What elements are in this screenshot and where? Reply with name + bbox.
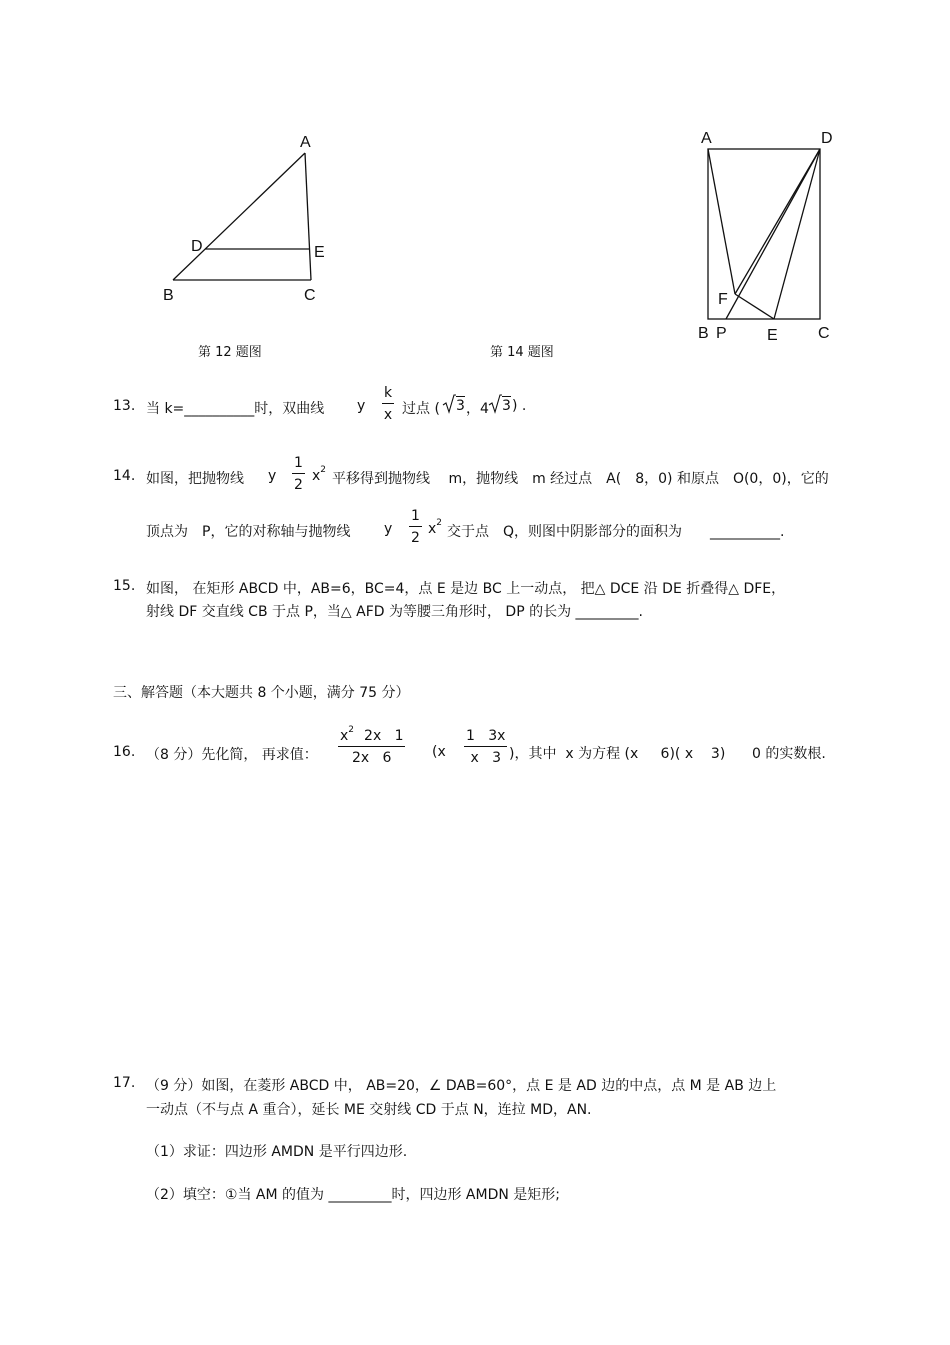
q16-text-1: （8 分）先化简， 再求值： (146, 747, 318, 763)
q13-text-2: 过点 ( (402, 401, 440, 417)
q14-exp: 2 (320, 465, 327, 475)
q14-y-2: y (384, 521, 393, 537)
q13-text-3: ) . (512, 398, 527, 414)
q16-frac1-num (338, 725, 405, 747)
q14-y: y (268, 468, 277, 484)
label-a: A (300, 134, 311, 151)
q13-number: 13. (113, 398, 136, 414)
q17-part-1: （1）求证：四边形 AMDN 是平行四边形. (146, 1144, 408, 1160)
q13-text-1: 当 k=__________时，双曲线 (146, 401, 325, 417)
q14-frac-den: 2 (294, 477, 303, 493)
label-c: C (304, 287, 316, 304)
q17-line-1: （9 分）如图，在菱形 ABCD 中， AB=20，∠ DAB=60°，点 E 是 AD 边的中点，点 M 是 AB 边上 (146, 1078, 777, 1094)
label-f: F (718, 291, 728, 308)
q15-number: 15. (113, 578, 136, 594)
label-e: E (767, 327, 778, 344)
q14-fraction-2 (409, 508, 422, 546)
label-d: D (191, 238, 203, 255)
label-b: B (698, 325, 709, 342)
figure-14-caption: 第 14 题图 (490, 345, 554, 360)
q16-frac1-rest: 2x 1 (364, 728, 404, 744)
segment-ac (305, 153, 311, 280)
q14-line2-b: 交于点 Q，则图中阴影部分的面积为 __________. (447, 524, 785, 540)
q15-line-2: 射线 DF 交直线 CB 于点 P，当△ AFD 为等腰三角形时， DP 的长为 _________. (146, 604, 644, 620)
label-d: D (821, 130, 833, 147)
figure-14-rectangle (690, 122, 850, 347)
segment-dp (726, 149, 820, 319)
q14-x (312, 465, 327, 484)
q17-part-2: （2）填空：①当 AM 的值为 _________时，四边形 AMDN 是矩形; (146, 1187, 560, 1203)
label-e: E (314, 244, 325, 261)
q16-fraction-1 (338, 725, 405, 766)
q14-line2-a: 顶点为 P，它的对称轴与抛物线 (146, 524, 351, 540)
label-p: P (716, 325, 727, 342)
q13-frac-den: x (383, 407, 393, 423)
segment-af (708, 149, 735, 294)
q14-line1-b: 平移得到抛物线 m，抛物线 m 经过点 A( 8，0) 和原点 O(0，0)，它的 (332, 471, 829, 487)
q14-frac-num: 1 (292, 455, 305, 474)
q16-text-2: )，其中 x 为方程 (x 6)( x 3) 0 的实数根. (509, 746, 826, 762)
q13-radicand-2: 3 (502, 398, 511, 414)
label-b: B (163, 287, 174, 304)
q14-x-var: x (312, 468, 321, 484)
q16-fraction-2 (464, 728, 507, 766)
q13-y: y (357, 398, 366, 414)
q16-frac2-den: x 3 (470, 750, 501, 766)
segment-ab (173, 153, 305, 280)
q14-x-var-2: x (428, 521, 437, 537)
label-a: A (701, 130, 712, 147)
q16-frac1-exp: 2 (348, 725, 355, 735)
q13-mid: ，4 (466, 401, 489, 417)
q14-line1-a: 如图，把抛物线 (146, 471, 244, 487)
q14-frac-den-2: 2 (411, 530, 420, 546)
q16-number: 16. (113, 744, 136, 760)
q16-frac1-x: x (340, 728, 349, 744)
q16-frac2-num: 1 3x (464, 728, 507, 747)
q14-x-2 (428, 518, 443, 537)
sqrt-icon (488, 393, 502, 415)
figure-12-triangle (155, 125, 355, 310)
label-c: C (818, 325, 830, 342)
q16-frac1-den: 2x 6 (352, 750, 392, 766)
q14-fraction-1 (292, 455, 305, 493)
q17-line-2: 一动点（不与点 A 重合），延长 ME 交射线 CD 于点 N，连拉 MD，AN. (146, 1102, 592, 1118)
q17-number: 17. (113, 1075, 136, 1091)
sqrt-icon (442, 393, 456, 415)
q13-fraction (382, 385, 394, 423)
segment-de (774, 149, 820, 319)
figure-12-caption: 第 12 题图 (198, 345, 262, 360)
q13-frac-num: k (382, 385, 394, 404)
q14-number: 14. (113, 468, 136, 484)
section-3-heading: 三、解答题（本大题共 8 个小题，满分 75 分） (113, 685, 410, 701)
segment-fe (735, 294, 774, 319)
q14-frac-num-2: 1 (409, 508, 422, 527)
q16-paren-open: (x (432, 744, 446, 760)
q13-radicand-1: 3 (456, 398, 465, 414)
q14-exp-2: 2 (436, 518, 443, 528)
q15-line-1: 如图， 在矩形 ABCD 中，AB=6，BC=4，点 E 是边 BC 上一动点， 把△ DCE 沿 DE 折叠得△ DFE， (146, 581, 786, 597)
